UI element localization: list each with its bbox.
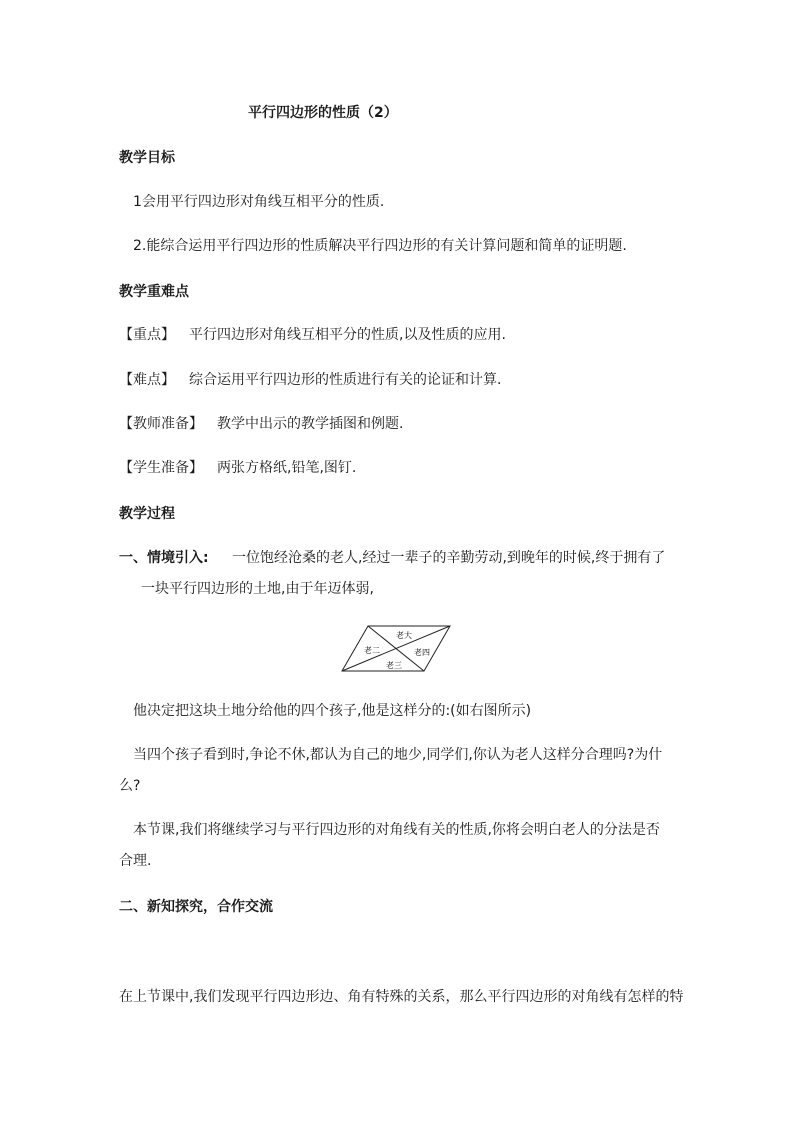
- objectives-heading: 教学目标: [119, 150, 175, 166]
- label-fourth: 老四: [414, 648, 430, 657]
- difficulty-text: 综合运用平行四边形的性质进行有关的论证和计算.: [189, 372, 502, 388]
- student-prep-text: 两张方格纸,铅笔,图钉.: [217, 460, 357, 476]
- focus-text: 平行四边形对角线互相平分的性质,以及性质的应用.: [189, 327, 506, 343]
- difficulty-label: 【难点】: [119, 372, 175, 388]
- section1-label: 一、情境引入:: [119, 550, 209, 566]
- paragraph-3-line2: 合理.: [119, 853, 152, 869]
- section2-heading: 二、新知探究，合作交流: [119, 899, 273, 915]
- student-prep-label: 【学生准备】: [119, 460, 203, 476]
- paragraph-2-line1: 当四个孩子看到时,争论不休,都认为自己的地少,同学们,你认为老人这样分合理吗?为什: [133, 747, 663, 763]
- label-eldest: 老大: [396, 631, 412, 640]
- paragraph-2-line2: 么?: [119, 778, 141, 794]
- label-second: 老二: [364, 646, 380, 655]
- label-third: 老三: [386, 661, 402, 670]
- land-division-diagram: [340, 620, 454, 676]
- objective-1: 1会用平行四边形对角线互相平分的性质.: [133, 194, 385, 210]
- focus-label: 【重点】: [119, 327, 175, 343]
- document-title: 平行四边形的性质（2）: [248, 105, 398, 121]
- paragraph-3-line1: 本节课,我们将继续学习与平行四边形的对角线有关的性质,你将会明白老人的分法是否: [133, 822, 660, 838]
- paragraph-1: 他决定把这块土地分给他的四个孩子,他是这样分的:(如右图所示): [133, 703, 532, 719]
- objective-2: 2.能综合运用平行四边形的性质解决平行四边形的有关计算问题和简单的证明题.: [133, 238, 627, 254]
- teacher-prep-text: 教学中出示的教学插图和例题.: [217, 416, 404, 432]
- section1-line2: 一块平行四边形的土地,由于年迈体弱,: [141, 581, 374, 597]
- teacher-prep-label: 【教师准备】: [119, 416, 203, 432]
- key-points-heading: 教学重难点: [119, 284, 189, 300]
- section1-line1: 一位饱经沧桑的老人,经过一辈子的辛勤劳动,到晚年的时候,终于拥有了: [232, 550, 666, 566]
- process-heading: 教学过程: [119, 506, 175, 522]
- paragraph-4: 在上节课中,我们发现平行四边形边、角有特殊的关系，那么平行四边形的对角线有怎样的特: [119, 989, 684, 1005]
